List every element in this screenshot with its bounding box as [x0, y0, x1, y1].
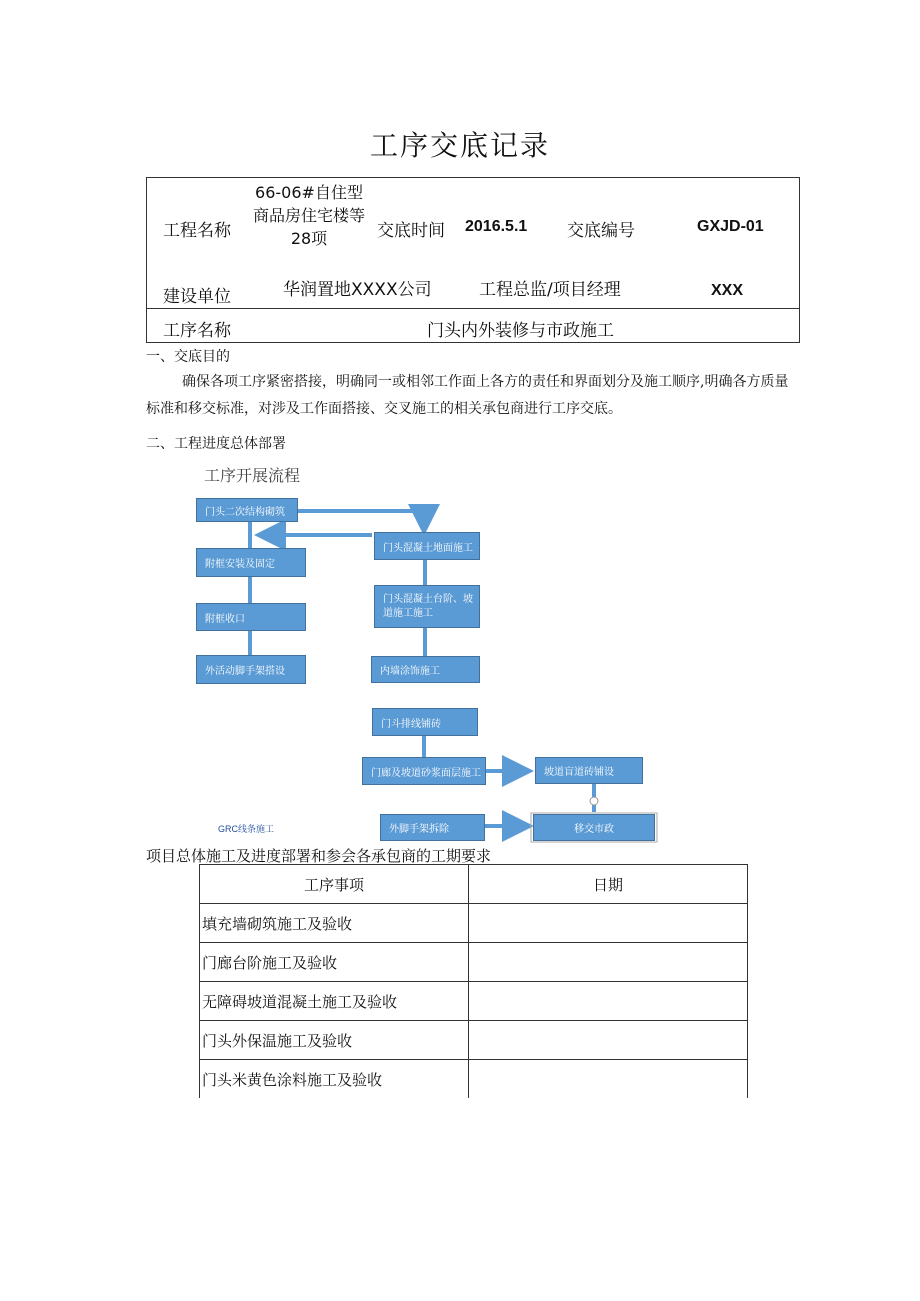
flow-box-lower-1: 门斗排线铺砖	[372, 708, 478, 736]
flow-box-lower-4: 外脚手架拆除	[380, 814, 485, 841]
flow-box-left-4: 外活动脚手架搭设	[196, 655, 306, 684]
table-cell: 门头外保温施工及验收	[200, 1021, 469, 1060]
table-row	[200, 1060, 748, 1099]
project-value: 66-06#自住型商品房住宅楼等28项	[252, 183, 365, 248]
builder-label: 建设单位	[163, 287, 231, 307]
section1-heading: 一、交底目的	[146, 349, 230, 365]
flowchart-note: GRC线条施工	[218, 824, 274, 834]
table-cell	[469, 943, 748, 982]
time-label: 交底时间	[377, 221, 445, 241]
code-label: 交底编号	[567, 221, 635, 241]
flow-box-right-2: 门头混凝土台阶、坡道施工施工	[374, 585, 480, 628]
table-row	[200, 982, 748, 1021]
schedule-table	[199, 864, 748, 1098]
flow-box-lower-5: 移交市政	[533, 814, 655, 841]
section2-heading: 二、工程进度总体部署	[146, 436, 286, 452]
schedule-caption: 项目总体施工及进度部署和参会各承包商的工期要求	[146, 847, 492, 865]
process-value: 门头内外装修与市政施工	[427, 321, 614, 341]
table-row	[200, 943, 748, 982]
table-cell: 无障碍坡道混凝土施工及验收	[200, 982, 469, 1021]
table-cell	[469, 1060, 748, 1099]
flow-box-left-3: 附框收口	[196, 603, 306, 631]
section1-text: 确保各项工序紧密搭接，明确同一或相邻工作面上各方的责任和界面划分及施工顺序,明确各方质量标准和移交标准，对涉及工作面搭接、交叉施工的相关承包商进行工序交底。	[146, 374, 789, 417]
flow-box-lower-3: 坡道盲道砖铺设	[535, 757, 643, 784]
table-header-row	[200, 865, 748, 904]
builder-value: 华润置地XXXX公司	[283, 280, 432, 300]
page-title: 工序交底记录	[369, 129, 550, 162]
table-cell	[469, 1021, 748, 1060]
flow-box-left-1: 门头二次结构砌筑	[196, 498, 298, 522]
table-row	[200, 904, 748, 943]
flow-box-left-2: 附框安装及固定	[196, 548, 306, 577]
table-cell: 门头米黄色涂料施工及验收	[200, 1060, 469, 1099]
flow-box-right-3: 内墙涂饰施工	[371, 656, 480, 683]
flow-box-lower-2: 门廊及坡道砂浆面层施工	[362, 757, 486, 785]
code-value: GXJD-01	[697, 218, 764, 235]
process-label: 工序名称	[163, 321, 231, 341]
time-value: 2016.5.1	[465, 218, 528, 235]
flowchart-title: 工序开展流程	[204, 466, 301, 485]
table-cell: 填充墙砌筑施工及验收	[200, 904, 469, 943]
manager-label: 工程总监/项目经理	[479, 280, 621, 300]
column-header: 日期	[469, 865, 748, 904]
table-cell	[469, 904, 748, 943]
column-header: 工序事项	[200, 865, 469, 904]
manager-value: XXX	[711, 282, 744, 299]
project-label: 工程名称	[163, 221, 231, 241]
flow-box-right-1: 门头混凝土地面施工	[374, 532, 480, 560]
table-cell: 门廊台阶施工及验收	[200, 943, 469, 982]
table-row	[200, 1021, 748, 1060]
table-cell	[469, 982, 748, 1021]
